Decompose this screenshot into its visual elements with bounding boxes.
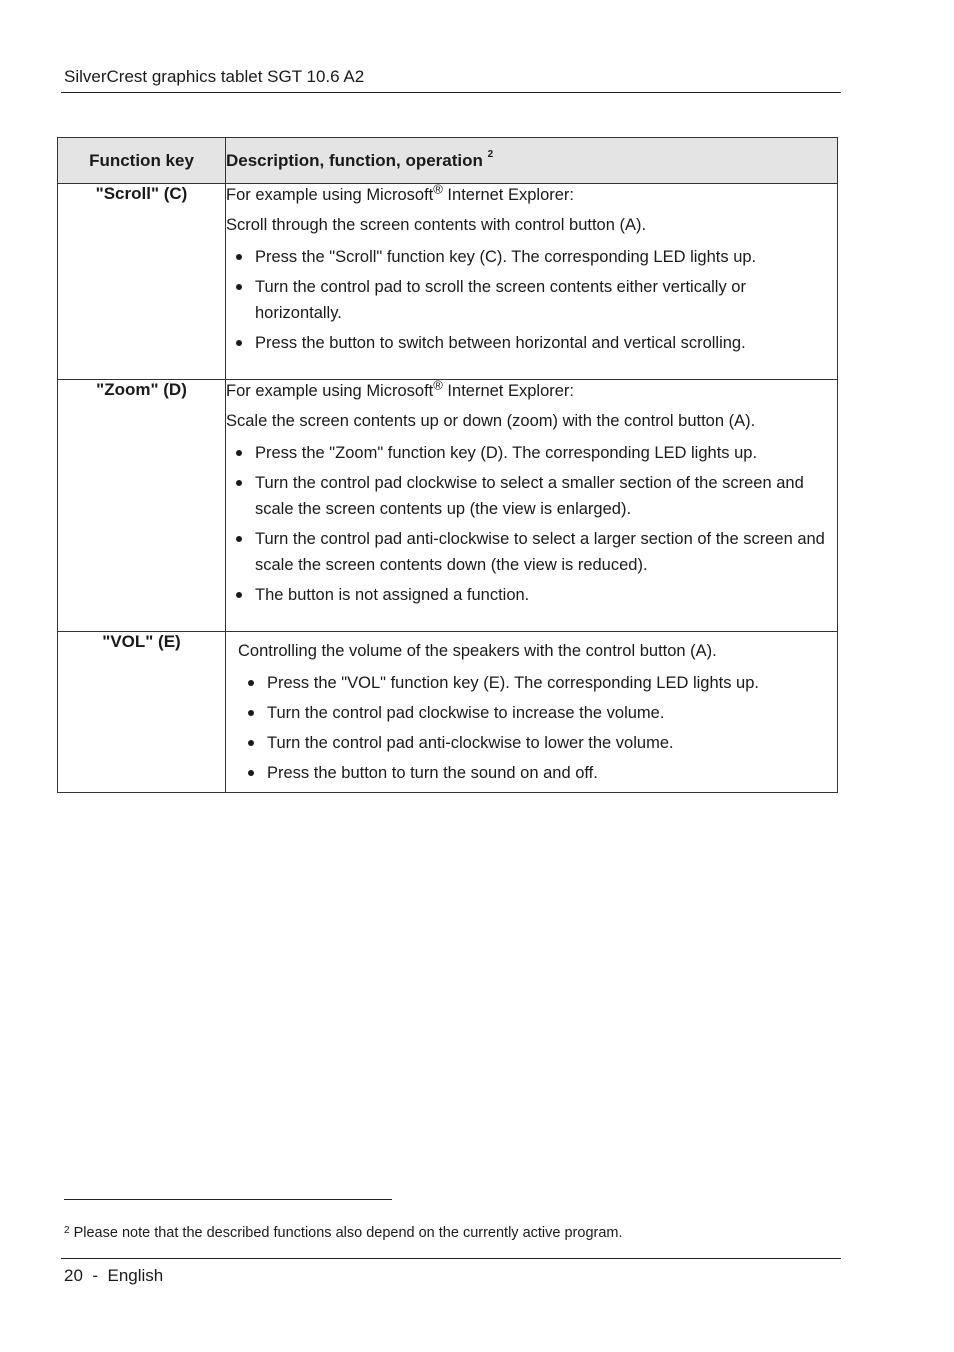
lead-text: Controlling the volume of the speakers with the control button (A). [238,642,717,660]
footnote [64,1223,623,1243]
list-item-text: Turn the control pad clockwise to select a smaller section of the screen and scale the screen contents up (the view is enlarged). [255,474,804,518]
intro-text [226,181,837,206]
list-item-text: Press the "VOL" function key (E). The corresponding LED lights up. [267,674,759,692]
registered-mark: ® [433,377,443,393]
list-item [238,760,837,786]
bullet-icon [236,536,242,542]
list-item-text: Turn the control pad to scroll the screen contents either vertically or horizontally. [255,278,746,322]
list-item-text: Press the button to switch between horizontal and vertical scrolling. [255,334,746,352]
intro-text [226,377,837,402]
list-item [238,670,837,696]
list-item [226,330,837,356]
intro-suffix: Internet Explorer: [442,186,574,204]
lead-text: Scale the screen contents up or down (zoom) with the control button (A). [226,412,756,430]
list-item-text: Turn the control pad clockwise to increase the volume. [267,704,665,722]
table-row [58,184,838,380]
list-item-text: Turn the control pad anti-clockwise to lower the volume. [267,734,674,752]
footnote-rule [64,1199,392,1200]
header-rule [61,92,841,93]
bullet-icon [236,254,242,260]
intro-suffix: Internet Explorer: [442,382,574,400]
registered-mark: ® [433,181,443,197]
function-key-cell: "VOL" (E) [58,632,226,793]
list-item-text: Press the "Scroll" function key (C). The corresponding LED lights up. [255,248,757,266]
intro-prefix: For example using Microsoft [226,382,434,400]
bullet-list [226,244,837,356]
bullet-icon [248,740,254,746]
list-item [226,440,837,466]
bullet-icon [236,340,242,346]
list-item [226,244,837,270]
footer-language: English [107,1266,164,1285]
bullet-icon [248,770,254,776]
footer-separator: - [92,1266,99,1285]
bullet-list [226,440,837,608]
table-row [58,380,838,632]
bullet-icon [236,480,242,486]
lead-text: Scroll through the screen contents with control button (A). [226,216,647,234]
list-item-text: The button is not assigned a function. [255,586,530,604]
list-item [226,582,837,608]
list-item [226,470,837,522]
description-cell [226,181,838,380]
bullet-icon [236,284,242,290]
description-cell [226,377,838,632]
page-footer [64,1265,163,1287]
table-header-row [58,138,838,184]
footnote-text: Please note that the described functions also depend on the currently active program. [73,1225,623,1241]
column-header-description-label: Description, function, operation [226,150,483,170]
column-header-description [226,138,838,184]
intro-prefix: For example using Microsoft [226,186,434,204]
column-header-function-key: Function key [58,138,226,184]
list-item [238,700,837,726]
table-row [58,632,838,793]
bullet-icon [236,592,242,598]
list-item-text: Press the button to turn the sound on and off. [267,764,598,782]
page-number: 20 [64,1266,83,1285]
bullet-list [238,670,837,786]
function-key-table [57,137,838,793]
footnote-number: 2 [64,1225,70,1236]
description-cell [226,632,838,793]
bullet-icon [248,680,254,686]
bullet-icon [248,710,254,716]
footer-rule [61,1258,841,1259]
function-key-cell: "Scroll" (C) [58,184,226,380]
list-item-text: Turn the control pad anti-clockwise to select a larger section of the screen and scale the screen contents down (the view is reduced). [255,530,825,574]
list-item-text: Press the "Zoom" function key (D). The corresponding LED lights up. [255,444,758,462]
list-item [226,526,837,578]
page-header-title: SilverCrest graphics tablet SGT 10.6 A2 [64,67,365,86]
list-item [238,730,837,756]
footnote-marker: 2 [487,148,494,160]
bullet-icon [236,450,242,456]
list-item [226,274,837,326]
function-key-cell: "Zoom" (D) [58,380,226,632]
